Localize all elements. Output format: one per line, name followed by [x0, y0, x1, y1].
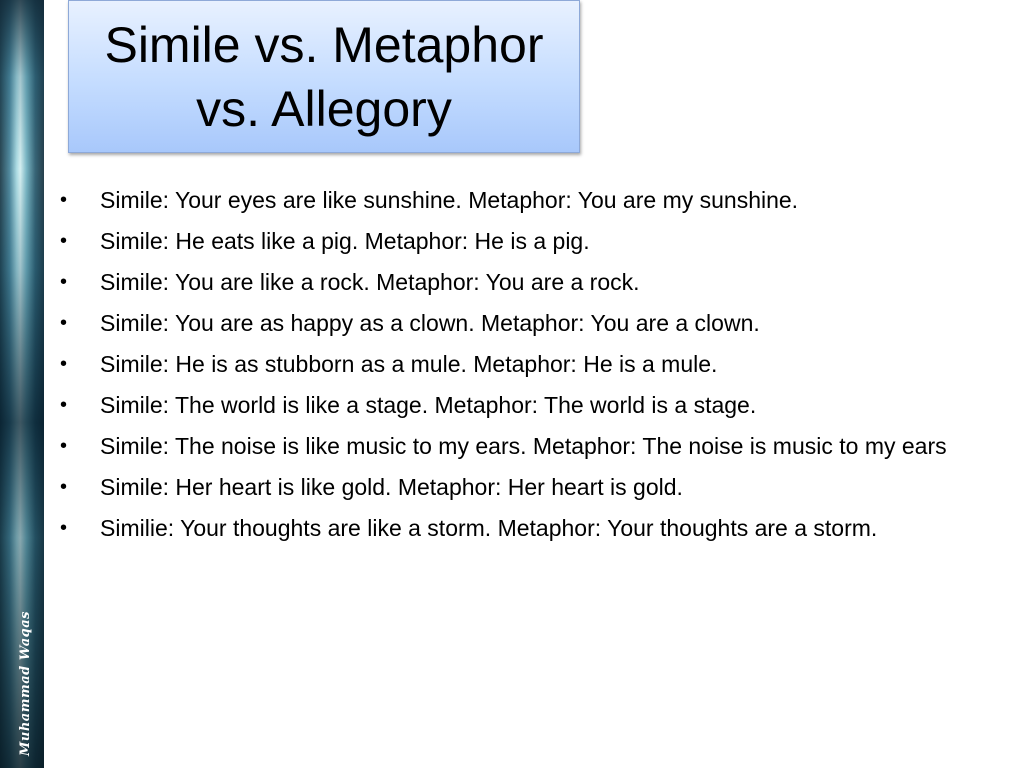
bullet-icon: • — [60, 517, 68, 539]
bullet-icon: • — [60, 271, 68, 293]
author-credit: Muhammad Waqas — [18, 611, 33, 756]
bullet-text: Simile: Her heart is like gold. Metaphor: Her heart is gold. — [100, 474, 683, 500]
decorative-side-strip — [0, 0, 44, 768]
bullet-icon: • — [60, 394, 68, 416]
bullet-icon: • — [60, 230, 68, 252]
bullet-text: Simile: You are like a rock. Metaphor: You are a rock. — [100, 269, 640, 295]
bullet-icon: • — [60, 353, 68, 375]
bullet-list — [60, 183, 960, 552]
bullet-text: Simile: The world is like a stage. Metaphor: The world is a stage. — [100, 392, 757, 418]
bullet-text: Simile: The noise is like music to my ears. Metaphor: The noise is music to my ears — [100, 433, 947, 459]
slide-title: Simile vs. Metaphor vs. Allegory — [104, 16, 544, 137]
bullet-icon: • — [60, 312, 68, 334]
bullet-item — [60, 470, 960, 504]
bullet-item — [60, 183, 960, 217]
bullet-item — [60, 224, 960, 258]
bullet-item — [60, 511, 960, 545]
bullet-item — [60, 429, 960, 463]
bullet-item — [60, 388, 960, 422]
title-box — [68, 0, 580, 153]
bullet-text: Simile: You are as happy as a clown. Metaphor: You are a clown. — [100, 310, 760, 336]
bullet-icon: • — [60, 435, 68, 457]
bullet-text: Simile: Your eyes are like sunshine. Metaphor: You are my sunshine. — [100, 187, 799, 213]
bullet-item — [60, 265, 960, 299]
bullet-text: Simile: He is as stubborn as a mule. Metaphor: He is a mule. — [100, 351, 718, 377]
bullet-text: Simile: He eats like a pig. Metaphor: He is a pig. — [100, 228, 590, 254]
bullet-icon: • — [60, 476, 68, 498]
bullet-item — [60, 347, 960, 381]
bullet-icon: • — [60, 189, 68, 211]
bullet-item — [60, 306, 960, 340]
bullet-text: Similie: Your thoughts are like a storm. Metaphor: Your thoughts are a storm. — [100, 515, 878, 541]
